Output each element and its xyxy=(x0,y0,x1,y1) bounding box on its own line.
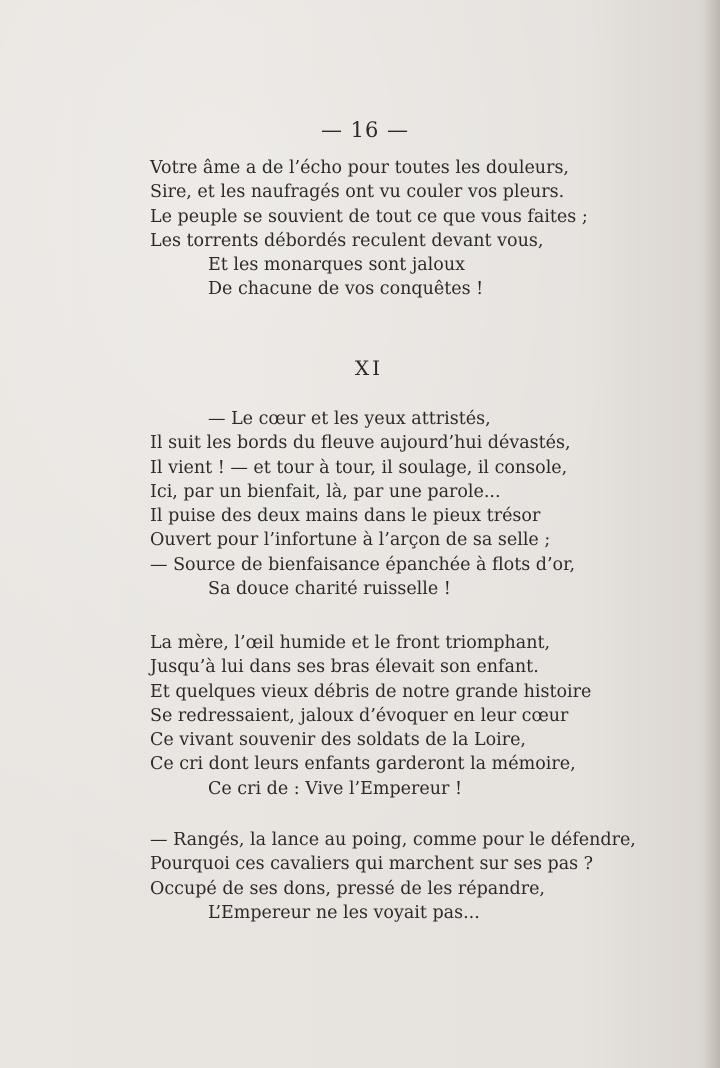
verse-line: Jusqu’à lui dans ses bras élevait son enfant. xyxy=(150,657,539,678)
page-number: — 16 — xyxy=(320,118,410,142)
verse-line: Se redressaient, jaloux d’évoquer en leur cœur xyxy=(150,705,569,726)
verse-line: Ici, par un bienfait, là, par une parole... xyxy=(150,481,501,502)
verse-line: Ce cri dont leurs enfants garderont la mémoire, xyxy=(150,754,576,775)
verse-line: Ce cri de : Vive l’Empereur ! xyxy=(208,778,462,799)
stanza-3 xyxy=(150,631,620,801)
verse-line: De chacune de vos conquêtes ! xyxy=(208,279,484,300)
verse-line: Votre âme a de l’écho pour toutes les douleurs, xyxy=(150,158,569,178)
verse-line: Occupé de ses dons, pressé de les répandre, xyxy=(150,878,545,899)
page-edge-shadow xyxy=(704,0,720,1068)
stanza-2 xyxy=(150,407,620,601)
verse-line: L’Empereur ne les voyait pas... xyxy=(208,902,480,923)
verse-line: Il suit les bords du fleuve aujourd’hui dévastés, xyxy=(150,433,571,454)
section-title: XI xyxy=(354,356,384,380)
stanza-4 xyxy=(150,828,636,925)
verse-line: Ce vivant souvenir des soldats de la Loire, xyxy=(150,730,526,751)
verse-line: Ouvert pour l’infortune à l’arçon de sa selle ; xyxy=(150,530,551,551)
verse-line: Le peuple se souvient de tout ce que vous faites ; xyxy=(150,206,588,227)
verse-line: Il vient ! — et tour à tour, il soulage, il console, xyxy=(150,457,568,478)
verse-line: Il puise des deux mains dans le pieux trésor xyxy=(150,506,541,527)
verse-line: — Le cœur et les yeux attristés, xyxy=(208,409,491,429)
verse-line: Et quelques vieux débris de notre grande histoire xyxy=(150,681,592,702)
verse-line: — Source de bienfaisance épanchée à flots d’or, xyxy=(150,554,576,575)
verse-line: Sire, et les naufragés ont vu couler vos pleurs. xyxy=(150,182,565,203)
verse-line: Sa douce charité ruisselle ! xyxy=(208,579,451,600)
verse-line: Les torrents débordés reculent devant vous, xyxy=(150,230,544,251)
verse-line: La mère, l’œil humide et le front triomphant, xyxy=(150,633,551,653)
stanza-1 xyxy=(150,156,620,302)
verse-line: Pourquoi ces cavaliers qui marchent sur ses pas ? xyxy=(150,854,594,875)
verse-line: Et les monarques sont jaloux xyxy=(208,255,465,276)
verse-line: — Rangés, la lance au poing, comme pour le défendre, xyxy=(150,830,636,850)
